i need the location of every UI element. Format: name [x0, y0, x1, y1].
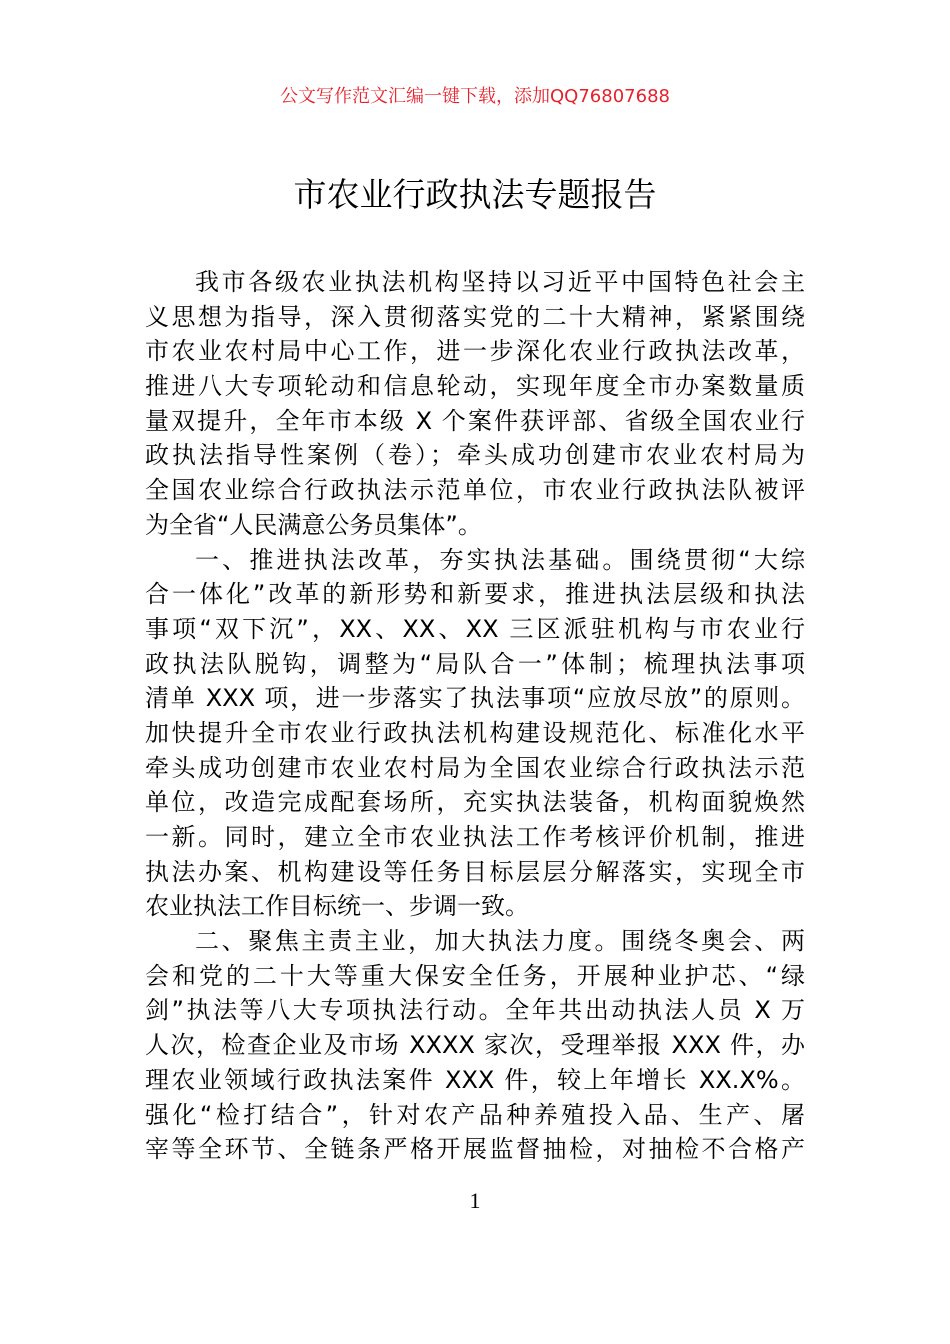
- text-line: 理农业领域行政执法案件 XXX 件，较上年增长 XX.X%。: [145, 1065, 805, 1094]
- text-line: 一新。同时，建立全市农业执法工作考核评价机制，推进: [145, 823, 805, 851]
- paragraph: [145, 543, 805, 925]
- text-line: 牵头成功创建市农业农村局为全国农业综合行政执法示范: [145, 753, 805, 782]
- download-notice: 公文写作范文汇编一键下载，添加QQ76807688: [280, 86, 670, 107]
- text-line: 政执法队脱钩，调整为“局队合一”体制；梳理执法事项: [145, 649, 805, 678]
- text-line: 全国农业综合行政执法示范单位，市农业行政执法队被评: [145, 476, 805, 505]
- text-line: 推进八大专项轮动和信息轮动，实现年度全市办案数量质: [145, 372, 805, 401]
- text-line: 农业执法工作目标统一、步调一致。: [145, 892, 529, 921]
- page-number: 1: [469, 1188, 481, 1213]
- text-line: 单位，改造完成配套场所，充实执法装备，机构面貌焕然: [145, 788, 805, 817]
- text-line: 合一体化”改革的新形势和新要求，推进执法层级和执法: [145, 580, 805, 609]
- text-line: 为全省“人民满意公务员集体”。: [145, 510, 482, 539]
- text-line: 人次，检查企业及市场 XXXX 家次，受理举报 XXX 件，办: [145, 1031, 805, 1060]
- text-line: 我市各级农业执法机构坚持以习近平中国特色社会主: [195, 268, 805, 296]
- text-line: 量双提升，全年市本级 X 个案件获评部、省级全国农业行: [145, 406, 805, 435]
- text-line: 清单 XXX 项，进一步落实了执法事项“应放尽放”的原则。: [145, 684, 805, 713]
- text-line: 事项“双下沉”，XX、XX、XX 三区派驻机构与市农业行: [145, 614, 805, 643]
- text-line: 加快提升全市农业行政执法机构建设规范化、标准化水平: [145, 718, 805, 747]
- text-line: 宰等全环节、全链条严格开展监督抽检，对抽检不合格产: [145, 1135, 805, 1164]
- text-line: 义思想为指导，深入贯彻落实党的二十大精神，紧紧围绕: [145, 302, 805, 331]
- text-line: 强化“检打结合”，针对农产品种养殖投入品、生产、屠: [145, 1100, 805, 1129]
- text-line: 执法办案、机构建设等任务目标层层分解落实，实现全市: [145, 857, 805, 886]
- text-line: 一、推进执法改革，夯实执法基础。围绕贯彻“大综: [195, 545, 805, 574]
- document-title: 市农业行政执法专题报告: [293, 175, 657, 214]
- text-line: 剑”执法等八大专项执法行动。全年共出动执法人员 X 万: [145, 996, 805, 1025]
- paragraph: [145, 924, 805, 1167]
- text-line: 政执法指导性案例（卷）；牵头成功创建市农业农村局为: [145, 441, 805, 470]
- text-line: 市农业农村局中心工作，进一步深化农业行政执法改革，: [145, 337, 805, 366]
- document-body: [145, 265, 805, 1167]
- paragraph: [145, 265, 805, 543]
- text-line: 二、聚焦主责主业，加大执法力度。围绕冬奥会、两: [195, 927, 805, 956]
- text-line: 会和党的二十大等重大保安全任务，开展种业护芯、“绿: [145, 961, 805, 990]
